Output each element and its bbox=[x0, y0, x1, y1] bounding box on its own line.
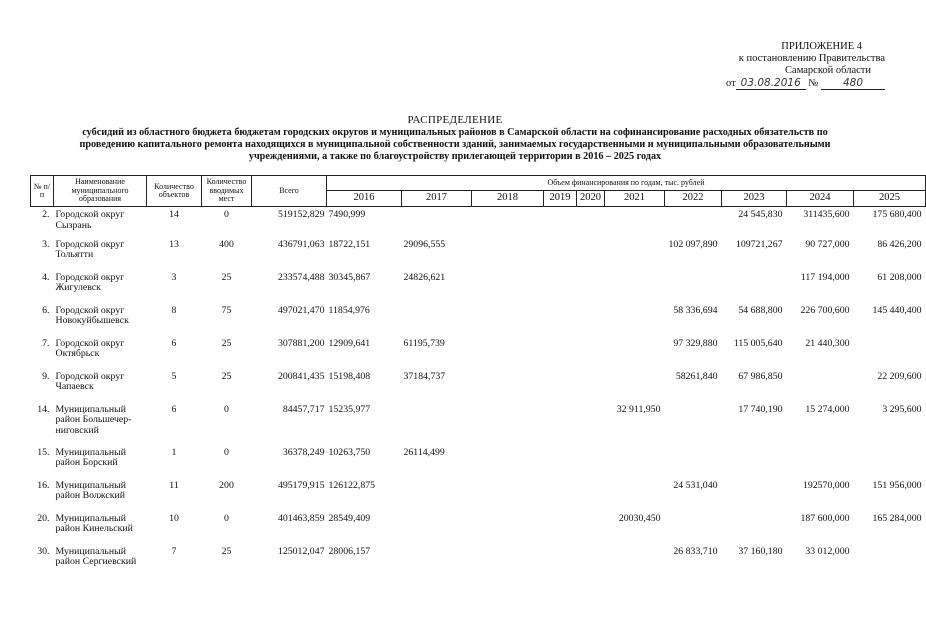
row-municipality: Городской округ Жигулевск bbox=[55, 271, 125, 293]
row-value-2024 bbox=[787, 445, 854, 478]
row-objects: 10 bbox=[169, 512, 179, 524]
row-places: 400 bbox=[219, 238, 234, 250]
row-places: 0 bbox=[224, 209, 229, 220]
document-title: РАСПРЕДЕЛЕНИЕ bbox=[407, 114, 503, 126]
header-year-2023: 2023 bbox=[722, 191, 787, 207]
row-value-2017 bbox=[402, 402, 472, 445]
annex-line-region: Самарской области bbox=[785, 65, 871, 76]
row-value-2023: 37 160,180 bbox=[738, 545, 783, 557]
row-places: 25 bbox=[221, 271, 232, 283]
row-value-2018 bbox=[472, 270, 544, 303]
row-value-2017: 24826,621 bbox=[403, 271, 446, 283]
row-value-2023: 24 545,830 bbox=[738, 209, 783, 220]
row-total: 519152,829 bbox=[277, 209, 325, 220]
row-value-2021 bbox=[605, 369, 665, 402]
row-value-2021: 20030,450 bbox=[618, 512, 661, 524]
document-subtitle: субсидий из областного бюджета бюджетам городских округов и муниципальных районов в Самарской области на софинансирование расходных обязательств по проведению капитального ремонта находящихся в муниципальной собственности зданий, занимаемых государственными и муниципальными образовательными учреждениями, а также по благоустройству прилегающей территории в 2016 – 2025 годах bbox=[79, 127, 831, 162]
row-number: 4. bbox=[42, 271, 50, 283]
row-value-2020 bbox=[577, 445, 605, 478]
row-total: 436791,063 bbox=[277, 238, 325, 250]
row-value-2025: 165 284,000 bbox=[872, 512, 922, 524]
header-year-2018: 2018 bbox=[472, 191, 544, 207]
header-year-2020: 2020 bbox=[577, 191, 605, 207]
row-value-2021 bbox=[605, 445, 665, 478]
document-heading bbox=[30, 114, 880, 163]
row-number: 9. bbox=[42, 370, 50, 382]
annex-title: ПРИЛОЖЕНИЕ 4 bbox=[781, 41, 862, 52]
table-row bbox=[31, 445, 926, 478]
row-objects: 7 bbox=[171, 545, 177, 557]
row-value-2021 bbox=[605, 478, 665, 511]
row-value-2017: 61195,739 bbox=[403, 337, 445, 349]
row-value-2017 bbox=[402, 478, 472, 511]
row-places: 0 bbox=[224, 403, 229, 415]
row-municipality: Городской округ Чапаевск bbox=[55, 370, 125, 392]
row-value-2020 bbox=[577, 402, 605, 445]
table-row bbox=[31, 270, 926, 303]
table-row bbox=[31, 369, 926, 402]
row-value-2019 bbox=[544, 511, 577, 544]
row-value-2023: 67 986,850 bbox=[738, 370, 783, 382]
row-value-2018 bbox=[472, 445, 544, 478]
row-municipality: Муниципальный район Кинельский bbox=[55, 512, 133, 534]
row-value-2021 bbox=[605, 336, 665, 369]
row-value-2023 bbox=[722, 478, 787, 511]
row-value-2017: 29096,555 bbox=[403, 238, 446, 250]
row-value-2025: 151 956,000 bbox=[872, 479, 922, 491]
row-value-2023 bbox=[722, 270, 787, 303]
row-total: 36378,249 bbox=[282, 446, 325, 458]
row-number: 20. bbox=[37, 512, 50, 524]
row-total: 233574,488 bbox=[277, 271, 325, 283]
row-value-2020 bbox=[577, 511, 605, 544]
row-value-2016: 18722,151 bbox=[328, 238, 371, 250]
row-value-2016: 30345,867 bbox=[328, 271, 371, 283]
row-value-2016: 7490,999 bbox=[328, 209, 366, 220]
row-municipality: Городской округ Сызрань bbox=[55, 209, 125, 231]
row-total: 497021,470 bbox=[277, 304, 325, 316]
row-objects: 6 bbox=[171, 337, 177, 349]
row-value-2016: 11854,976 bbox=[328, 304, 370, 316]
row-value-2022 bbox=[665, 445, 722, 478]
row-value-2025: 61 208,000 bbox=[877, 271, 922, 283]
row-value-2022 bbox=[665, 402, 722, 445]
row-value-2020 bbox=[577, 544, 605, 587]
row-value-2023: 109721,267 bbox=[735, 238, 783, 250]
row-value-2024: 33 012,000 bbox=[805, 545, 850, 557]
row-value-2018 bbox=[472, 511, 544, 544]
row-places: 75 bbox=[221, 304, 232, 316]
annex-from-label: от bbox=[726, 78, 736, 89]
row-value-2023 bbox=[722, 445, 787, 478]
row-value-2024: 192570,000 bbox=[802, 479, 850, 491]
row-number: 16. bbox=[37, 479, 50, 491]
row-value-2019 bbox=[544, 369, 577, 402]
row-value-2016: 15235,977 bbox=[328, 403, 371, 415]
row-value-2020 bbox=[577, 303, 605, 336]
row-total: 200841,435 bbox=[277, 370, 325, 382]
row-value-2024: 21 440,300 bbox=[805, 337, 850, 349]
row-value-2025: 22 209,600 bbox=[877, 370, 922, 382]
table-row bbox=[31, 478, 926, 511]
annex-number-handwritten: 480 bbox=[821, 78, 885, 90]
row-value-2025: 86 426,200 bbox=[877, 238, 922, 250]
row-value-2023: 54 688,800 bbox=[738, 304, 783, 316]
row-value-2019 bbox=[544, 336, 577, 369]
row-total: 84457,717 bbox=[282, 403, 325, 415]
row-number: 6. bbox=[42, 304, 50, 316]
row-value-2019 bbox=[544, 237, 577, 270]
row-objects: 5 bbox=[171, 370, 177, 382]
table-row bbox=[31, 207, 926, 237]
header-name: Наименование муниципального образования bbox=[54, 176, 147, 207]
table-row bbox=[31, 402, 926, 445]
row-value-2022: 102 097,890 bbox=[668, 238, 718, 250]
header-year-2025: 2025 bbox=[854, 191, 926, 207]
row-value-2022 bbox=[665, 511, 722, 544]
row-value-2019 bbox=[544, 544, 577, 587]
row-value-2025 bbox=[854, 336, 926, 369]
row-value-2018 bbox=[472, 303, 544, 336]
row-municipality: Городской округ Октябрьск bbox=[55, 337, 125, 359]
annex-date-line bbox=[690, 78, 885, 90]
header-objects: Количество объектов bbox=[147, 176, 202, 207]
row-value-2016: 28549,409 bbox=[328, 512, 371, 524]
row-value-2018 bbox=[472, 544, 544, 587]
row-places: 25 bbox=[221, 370, 232, 382]
row-value-2024: 311435,600 bbox=[803, 209, 850, 220]
row-value-2020 bbox=[577, 207, 605, 237]
row-value-2018 bbox=[472, 478, 544, 511]
row-value-2021 bbox=[605, 237, 665, 270]
annex-line-decree: к постановлению Правительства bbox=[738, 53, 885, 64]
row-total: 307881,200 bbox=[277, 337, 325, 349]
row-value-2021: 32 911,950 bbox=[616, 403, 661, 415]
row-value-2018 bbox=[472, 336, 544, 369]
row-places: 0 bbox=[224, 446, 229, 458]
row-value-2022: 97 329,880 bbox=[673, 337, 718, 349]
row-value-2018 bbox=[472, 369, 544, 402]
row-value-2017 bbox=[402, 544, 472, 587]
header-total: Всего bbox=[252, 176, 327, 207]
row-number: 15. bbox=[37, 446, 50, 458]
table-row bbox=[31, 336, 926, 369]
row-value-2020 bbox=[577, 237, 605, 270]
table-header bbox=[31, 176, 926, 207]
row-value-2017 bbox=[402, 511, 472, 544]
header-year-2022: 2022 bbox=[665, 191, 722, 207]
row-value-2019 bbox=[544, 478, 577, 511]
row-value-2023: 115 005,640 bbox=[733, 337, 783, 349]
table-row bbox=[31, 237, 926, 270]
row-number: 2. bbox=[42, 209, 50, 220]
distribution-table bbox=[30, 175, 926, 587]
row-total: 495179,915 bbox=[277, 479, 325, 491]
header-year-2017: 2017 bbox=[402, 191, 472, 207]
row-municipality: Городской округ Новокуйбышевск bbox=[55, 304, 129, 326]
row-value-2019 bbox=[544, 303, 577, 336]
row-value-2025: 145 440,400 bbox=[872, 304, 922, 316]
row-value-2019 bbox=[544, 207, 577, 237]
annex-block bbox=[690, 41, 885, 90]
header-no: № п/п bbox=[31, 176, 54, 207]
row-value-2017: 26114,499 bbox=[403, 446, 445, 458]
row-value-2016: 15198,408 bbox=[328, 370, 371, 382]
header-year-2024: 2024 bbox=[787, 191, 854, 207]
header-places: Количество вводимых мест bbox=[202, 176, 252, 207]
row-value-2020 bbox=[577, 336, 605, 369]
row-value-2022 bbox=[665, 207, 722, 237]
header-year-2019: 2019 bbox=[544, 191, 577, 207]
row-value-2021 bbox=[605, 303, 665, 336]
row-objects: 6 bbox=[171, 403, 177, 415]
row-number: 3. bbox=[42, 238, 50, 250]
row-objects: 11 bbox=[169, 479, 179, 491]
row-value-2016: 126122,875 bbox=[328, 479, 376, 491]
row-number: 7. bbox=[42, 337, 50, 349]
row-value-2018 bbox=[472, 207, 544, 237]
row-value-2024: 15 274,000 bbox=[805, 403, 850, 415]
row-objects: 3 bbox=[171, 271, 177, 283]
row-number: 14. bbox=[37, 403, 50, 415]
row-value-2017: 37184,737 bbox=[403, 370, 446, 382]
row-value-2024: 226 700,600 bbox=[800, 304, 850, 316]
row-municipality: Муниципальный район Сергиевский bbox=[55, 545, 137, 567]
annex-number-label: № bbox=[808, 78, 819, 89]
table-row bbox=[31, 303, 926, 336]
row-value-2017 bbox=[402, 207, 472, 237]
row-places: 0 bbox=[224, 512, 229, 524]
row-value-2022: 58261,840 bbox=[675, 370, 718, 382]
table-row bbox=[31, 544, 926, 587]
row-value-2025: 175 680,400 bbox=[872, 209, 922, 220]
row-value-2022: 24 531,040 bbox=[673, 479, 718, 491]
row-value-2016: 12909,641 bbox=[328, 337, 371, 349]
row-value-2016: 28006,157 bbox=[328, 545, 371, 557]
row-places: 25 bbox=[221, 545, 232, 557]
row-value-2020 bbox=[577, 270, 605, 303]
annex-date-handwritten: 03.08.2016 bbox=[736, 78, 806, 90]
row-objects: 8 bbox=[171, 304, 177, 316]
row-value-2020 bbox=[577, 478, 605, 511]
row-objects: 13 bbox=[169, 238, 179, 250]
row-value-2021 bbox=[605, 207, 665, 237]
row-value-2019 bbox=[544, 402, 577, 445]
row-value-2025: 3 295,600 bbox=[882, 403, 922, 415]
row-value-2018 bbox=[472, 237, 544, 270]
row-value-2024: 90 727,000 bbox=[805, 238, 850, 250]
row-value-2019 bbox=[544, 445, 577, 478]
row-value-2021 bbox=[605, 544, 665, 587]
row-value-2018 bbox=[472, 402, 544, 445]
header-funding: Объем финансирования по годам, тыс. рублей bbox=[327, 176, 926, 191]
row-municipality: Городской округ Тольятти bbox=[55, 238, 125, 260]
row-value-2022: 58 336,694 bbox=[673, 304, 718, 316]
row-value-2023: 17 740,190 bbox=[738, 403, 783, 415]
header-year-2016: 2016 bbox=[327, 191, 402, 207]
table-body bbox=[31, 207, 926, 587]
row-value-2017 bbox=[402, 303, 472, 336]
row-value-2020 bbox=[577, 369, 605, 402]
table-row bbox=[31, 511, 926, 544]
row-municipality: Муниципальный район Волжский bbox=[55, 479, 126, 501]
row-places: 25 bbox=[221, 337, 232, 349]
row-value-2021 bbox=[605, 270, 665, 303]
row-number: 30. bbox=[37, 545, 50, 557]
row-value-2025 bbox=[854, 445, 926, 478]
row-total: 401463,859 bbox=[277, 512, 325, 524]
row-value-2022: 26 833,710 bbox=[673, 545, 718, 557]
header-year-2021: 2021 bbox=[605, 191, 665, 207]
row-municipality: Муниципальный район Большечер-ниговский bbox=[55, 403, 132, 436]
row-value-2024: 117 194,000 bbox=[800, 271, 850, 283]
row-value-2024: 187 600,000 bbox=[800, 512, 850, 524]
row-value-2024 bbox=[787, 369, 854, 402]
row-places: 200 bbox=[219, 479, 234, 491]
row-municipality: Муниципальный район Борский bbox=[55, 446, 126, 468]
row-objects: 14 bbox=[169, 209, 179, 220]
row-total: 125012,047 bbox=[277, 545, 325, 557]
row-value-2023 bbox=[722, 511, 787, 544]
row-value-2019 bbox=[544, 270, 577, 303]
row-value-2016: 10263,750 bbox=[328, 446, 371, 458]
row-value-2022 bbox=[665, 270, 722, 303]
row-value-2025 bbox=[854, 544, 926, 587]
row-objects: 1 bbox=[171, 446, 177, 458]
